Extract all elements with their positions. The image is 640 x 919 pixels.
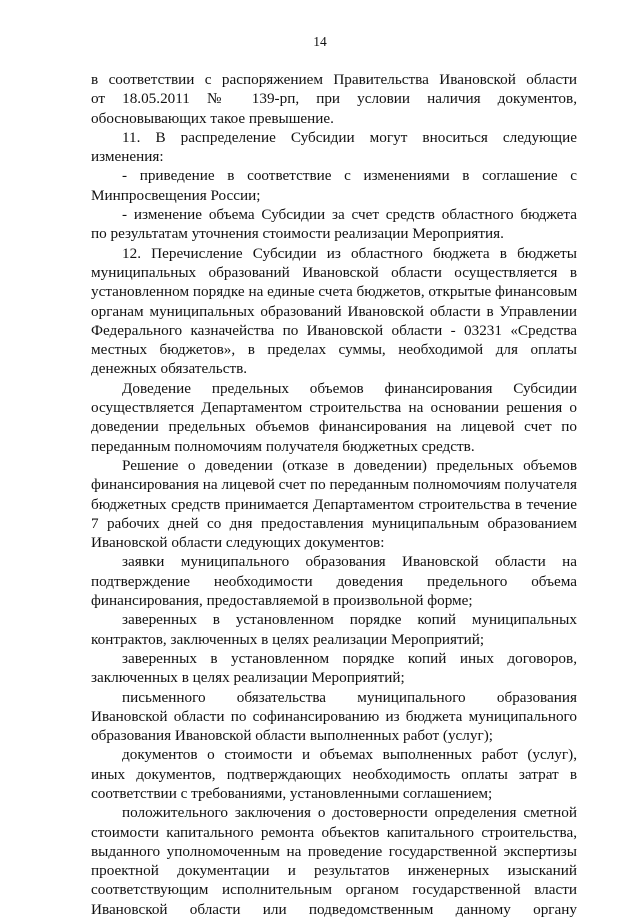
- text-line: заверенных в установленном порядке копий иных договоров,: [122, 649, 577, 667]
- text-line: подтверждение необходимости доведения предельного объема: [91, 572, 577, 590]
- text-line: обосновывающих такое превышение.: [91, 109, 334, 127]
- text-line: доведении предельных объемов финансирования на лицевой счет по: [91, 418, 577, 436]
- text-line: - приведение в соответствие с изменениями в соглашение с: [122, 167, 577, 185]
- text-line: по результатам уточнения стоимости реализации Мероприятия.: [91, 225, 504, 243]
- text-line: Решение о доведении (отказе в доведении) предельных объемов: [122, 456, 577, 474]
- text-line: образования Ивановской области выполненных работ (услуг);: [91, 727, 493, 745]
- text-line: контрактов, заключенных в целях реализации Мероприятий;: [91, 630, 485, 648]
- text-line: установленном порядке на единые счета бюджетов, открытые финансовым: [91, 283, 577, 301]
- text-line: соответствии с требованиями, установленными соглашением;: [91, 784, 493, 802]
- text-line: заявки муниципального образования Ивановской области на: [122, 553, 577, 571]
- text-line: Минпросвещения России;: [91, 186, 261, 204]
- text-line: переданным полномочиям получателя бюджетных средств.: [91, 437, 475, 455]
- text-line: финансирования на лицевой счет по переданным полномочиям получателя: [91, 476, 577, 494]
- text-line: заключенных в целях реализации Мероприятий;: [91, 669, 405, 687]
- text-line: изменения:: [91, 148, 164, 166]
- text-line: стоимости капитального ремонта объектов капитального строительства,: [91, 823, 577, 841]
- text-line: местных бюджетов», в пределах суммы, необходимой для оплаты: [91, 341, 577, 359]
- text-line: письменного обязательства муниципального образования: [122, 688, 577, 706]
- text-line: осуществляется Департаментом строительства на основании решения о: [91, 399, 577, 417]
- text-line: 11. В распределение Субсидии могут вноситься следующие: [122, 128, 577, 146]
- text-line: в соответствии с распоряжением Правительства Ивановской области: [91, 71, 577, 88]
- text-line: от 18.05.2011 № 139-рп, при условии наличия документов,: [91, 90, 577, 108]
- text-line: Федерального казначейства по Ивановской области - 03231 «Средства: [91, 321, 577, 339]
- text-line: денежных обязательств.: [91, 360, 248, 378]
- text-line: органам муниципальных образований Ивановской области в Управлении: [91, 302, 577, 320]
- text-line: бюджетных средств принимается Департаментом строительства в течение: [91, 495, 577, 513]
- text-line: выданного уполномоченным на проведение государственной экспертизы: [91, 842, 577, 860]
- page-number: 14: [313, 34, 327, 49]
- document-body: [91, 70, 577, 919]
- text-line: соответствующим исполнительным органом государственной власти: [91, 881, 577, 899]
- text-line: Ивановской области следующих документов:: [91, 534, 385, 552]
- text-line: муниципальных образований Ивановской области осуществляется в: [91, 263, 577, 281]
- text-line: Доведение предельных объемов финансирования Субсидии: [122, 379, 577, 397]
- text-line: положительного заключения о достоверности определения сметной: [122, 804, 577, 822]
- text-line: 7 рабочих дней со дня предоставления муниципальным образованием: [91, 514, 577, 532]
- text-line: - изменение объема Субсидии за счет средств областного бюджета: [122, 206, 577, 224]
- text-line: Ивановской области или подведомственным данному органу: [91, 900, 577, 918]
- text-line: документов о стоимости и объемах выполненных работ (услуг),: [122, 746, 577, 764]
- text-line: иных документов, подтверждающих необходимость оплаты затрат в: [91, 765, 577, 783]
- text-line: финансирования, предоставляемой в произвольной форме;: [91, 592, 473, 610]
- text-line: 12. Перечисление Субсидии из областного бюджета в бюджеты: [122, 244, 577, 262]
- text-line: заверенных в установленном порядке копий муниципальных: [122, 611, 577, 629]
- text-line: проектной документации и результатов инженерных изысканий: [91, 862, 577, 880]
- text-line: Ивановской области по софинансированию из бюджета муниципального: [91, 707, 577, 725]
